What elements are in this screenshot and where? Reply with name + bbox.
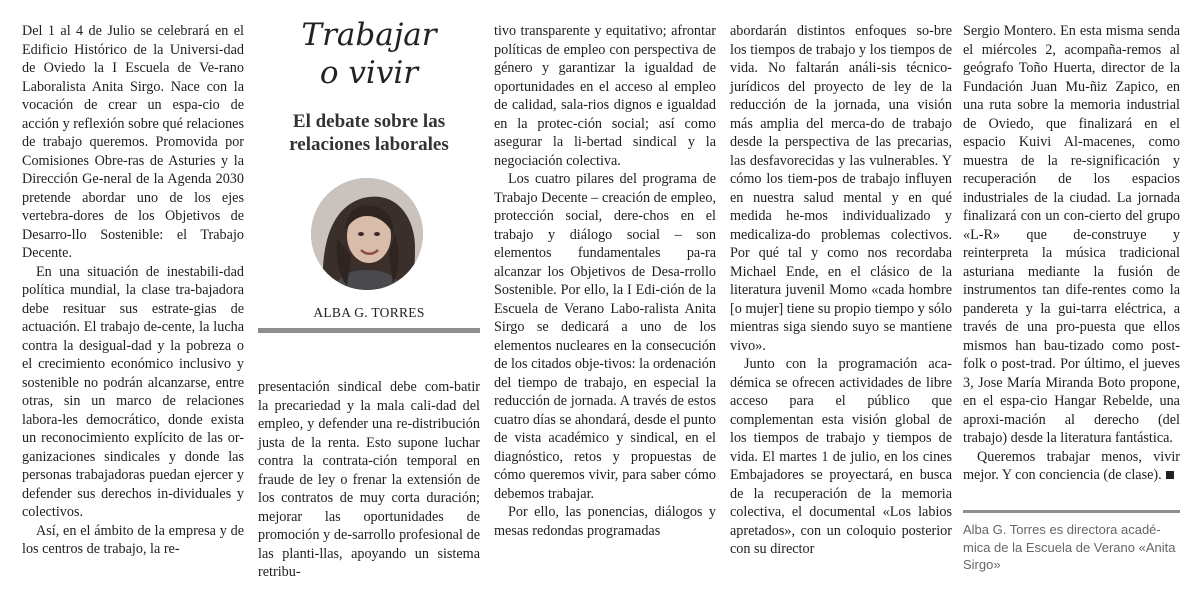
text-line: empleo, protección social, dere- <box>494 189 716 224</box>
text-line: juvenil Momo «cada hombre [o <box>730 282 952 317</box>
text-line: Sergio Montero. En esta misma <box>963 23 1144 39</box>
text-line: de ley de la reducción de la jornada, <box>730 78 953 113</box>
paragraph <box>22 263 244 522</box>
subheadline <box>258 110 480 156</box>
column-5 <box>963 22 1180 485</box>
headline-line-2: o vivir <box>319 55 419 91</box>
text-line: de vista académico y sindical, en el <box>494 430 716 446</box>
text-line: y mesas redondas programadas <box>494 504 716 539</box>
text-line: ñiz Zapico, en una ruta sobre la <box>963 78 1180 113</box>
end-mark-icon <box>1166 471 1174 479</box>
text-line: tizado como post-folk o post-trad. <box>963 337 1180 372</box>
text-line: ra alcanzar los Objetivos de Desa- <box>494 245 716 280</box>
text-line: libre acceso para el público que <box>730 374 953 409</box>
paragraph <box>494 503 716 540</box>
text-line: tarra eléctrica, a través de una pro- <box>963 300 1180 335</box>
text-line: las personas trabajadoras puedan <box>22 448 244 483</box>
paragraph <box>963 448 1180 485</box>
text-line: cio Hangar Rebelde, una aproxi- <box>963 393 1180 428</box>
text-line: trabajo, en especial la reducción de <box>494 374 716 409</box>
text-line: acceso al empleo de calidad, sala- <box>494 78 716 113</box>
text-line: desde la literatura fantástica. <box>1010 430 1173 446</box>
column-4 <box>730 22 952 559</box>
text-line: macenes, como muestra de la re- <box>963 134 1180 169</box>
text-line: tradicional asturiana mediante la <box>963 245 1180 280</box>
text-line: construye y reinterpreta la música <box>963 226 1180 261</box>
text-line: no podrán alcanzarse, entre otras, <box>22 374 244 409</box>
text-line: démica se ofrecen actividades de <box>730 374 922 391</box>
text-line: ganizaciones sindicales y donde <box>22 448 220 465</box>
text-line: ción temporal en fraude de ley o <box>258 453 480 488</box>
byline-divider <box>258 328 480 333</box>
text-line: chos en el trabajo y diálogo social – <box>494 208 717 243</box>
text-line: pos de trabajo influyen en nuestra <box>730 171 952 206</box>
text-line: coloquio posterior con su director <box>730 522 952 557</box>
text-line: ción de la Escuela de Verano Labo- <box>494 282 716 317</box>
text-line: puesta que ellos mismos han bau- <box>963 319 1180 354</box>
text-line: jornada. A través de estos cuatro <box>494 393 717 428</box>
text-line: de las precarias, las desfavorecidas <box>730 134 953 169</box>
text-line: abordar uno de los ejes vertebra- <box>22 189 244 224</box>
text-line: días se ahondará, desde el punto <box>533 411 716 428</box>
text-line: uno de los elementos nucleares en <box>494 319 716 354</box>
text-line: frenar la extensión de los contratos <box>258 471 480 506</box>
text-line: «Los labios apretados», con un <box>730 504 952 539</box>
text-line: cierto del grupo «L-R» que de- <box>963 208 1180 243</box>
text-line: dad del empleo, y defender una re- <box>258 397 480 432</box>
text-line: les democrático, donde exista un <box>22 411 244 446</box>
text-line: rentes como la pandereta y la gui- <box>963 282 1180 317</box>
text-line: Junto con la programación aca- <box>744 356 952 372</box>
text-line: de muy corta duración; mejorar las <box>258 490 480 525</box>
text-line: Los cuatro pilares del programa <box>508 171 697 187</box>
text-line: Por ello, las ponencias, diálogos <box>508 504 703 520</box>
text-line: afrontar políticas de empleo con <box>494 23 716 58</box>
text-line: mación al derecho (del trabajo) <box>963 411 1180 446</box>
text-line: tal y como nos recordaba Michael <box>730 245 953 280</box>
text-line: director de la Fundación Juan Mu- <box>963 60 1181 95</box>
author-photo <box>311 178 423 290</box>
text-line: Miranda Boto propone, en el espa- <box>963 374 1180 409</box>
text-line: fusión de instrumentos tan dife- <box>963 263 1180 298</box>
subheadline-line-1: El debate sobre las <box>292 111 446 132</box>
text-line: La jornada finalizará con un con- <box>963 189 1181 224</box>
text-line: dad política mundial, la clase tra- <box>22 263 244 298</box>
text-line: bajadora debe resituar sus estrate- <box>22 282 244 317</box>
text-line: batir la precariedad y la mala cali- <box>258 379 480 414</box>
text-line: memoria colectiva, el documental <box>730 485 953 520</box>
text-line: mejor. Y con conciencia (de clase). <box>963 467 1162 483</box>
text-line: presentación sindical debe com- <box>258 379 454 395</box>
author-byline: ALBA G. TORRES <box>313 305 425 320</box>
paragraph <box>22 522 244 559</box>
text-line: de vida. El martes 1 de julio, en los <box>730 430 953 465</box>
text-line: Del 1 al 4 de Julio se celebrará en el <box>22 23 244 39</box>
text-line: mujer] tiene su propio tiempo y <box>745 300 925 317</box>
text-line: supone luchar contra la contrata- <box>258 434 480 469</box>
bio-text <box>963 521 1180 574</box>
paragraph <box>22 22 244 263</box>
text-line: Así, en el ámbito de la empresa <box>36 522 216 539</box>
text-line: En una situación de inestabili- <box>36 263 224 280</box>
text-line: neral de la Agenda 2030 pretende <box>22 171 244 206</box>
text-line: gias de actuación. El trabajo de- <box>22 300 244 335</box>
text-line: colectiva. <box>566 152 621 169</box>
text-line: de los tiempos de trabajo y tiempos <box>730 411 952 446</box>
column-2 <box>258 378 480 582</box>
bio-line: mica de la Escuela de Verano «Anita <box>963 539 1176 555</box>
text-line: con la vocación de crear un espa- <box>22 78 244 113</box>
headline-line-1: Trabajar <box>301 17 437 53</box>
text-line: rrollo Sostenible. Por ello, la I Edi- <box>494 263 716 298</box>
text-line: cómo queremos vivir, para saber <box>494 467 681 483</box>
text-line: reconocimiento explícito de las or- <box>41 430 245 446</box>
text-line: cio de acción y reflexión sobre qué <box>22 97 245 132</box>
paragraph <box>258 378 480 582</box>
text-line: ejercer y defender sus derechos in- <box>22 467 244 502</box>
headline <box>258 16 480 92</box>
text-line: son elementos fundamentales pa- <box>494 226 716 261</box>
paragraph <box>494 170 716 503</box>
text-line: relaciones de trabajo queremos. <box>22 115 244 150</box>
text-line: rano Laboralista Anita Sirgo. Nace <box>22 60 244 95</box>
text-line: Promovida por Comisiones Obre- <box>22 134 245 169</box>
text-line: Edificio Histórico de la Universi- <box>22 41 224 58</box>
text-line: tivo transparente y equitativo; <box>494 23 667 39</box>
text-line: bertad sindical y la negociación <box>494 134 716 169</box>
text-line: complementan esta visión global <box>730 411 931 428</box>
text-line: una visión más amplia del merca- <box>730 97 952 132</box>
bio-divider <box>963 510 1180 513</box>
author-bio <box>963 521 1180 574</box>
text-line: y las vulnerables. Y cómo los tiem- <box>730 152 953 187</box>
text-line: la consecución de los citados obje- <box>494 337 717 372</box>
text-line: tiempos de vida. No faltarán análi- <box>730 41 952 76</box>
text-line: dores de los Objetivos de Desarro- <box>22 208 244 243</box>
text-line: diagnóstico, retos y propuestas de <box>494 448 716 465</box>
text-line: oportunidades de promoción y de- <box>258 508 480 543</box>
text-line: llas, apoyando un sistema retribu- <box>258 545 480 580</box>
paragraph <box>730 355 952 559</box>
text-line: dad y la pobreza o el crecimiento <box>22 337 244 372</box>
text-line: mos individualizado y medicaliza- <box>730 208 952 243</box>
text-line: Queremos trabajar menos, vivir <box>977 448 1180 465</box>
text-line: ción social; así como asegurar la li- <box>494 115 716 150</box>
text-line: salud mental y en qué medida he- <box>730 189 952 224</box>
text-line: dad de Oviedo la I Escuela de Ve- <box>22 41 244 76</box>
text-line: rios dignos e igualdad en la protec- <box>494 97 716 132</box>
text-line: Ende, en el clásico de la literatura <box>730 263 952 298</box>
text-line: sarrollo profesional de las planti- <box>258 527 480 562</box>
text-line: económico inclusivo y sostenible <box>22 356 244 391</box>
text-line: sólo mientras siga siendo suyo se <box>730 300 953 335</box>
text-line: cómo debemos trabajar. <box>494 467 717 502</box>
text-line: llo Sostenible: el Trabajo Decente. <box>22 226 244 261</box>
subheadline-line-2: relaciones laborales <box>289 134 449 155</box>
text-line: la igualdad de oportunidades en el <box>494 60 716 95</box>
text-line: Por último, el jueves 3, Jose María <box>963 356 1180 391</box>
column-3 <box>494 22 716 540</box>
text-line: ras de Asturies y la Dirección Ge- <box>22 152 244 187</box>
text-line: perspectiva de género y garantizar <box>494 41 716 76</box>
text-line: significación y recuperación de los <box>963 152 1181 187</box>
text-line: cente, la lucha contra la desigual- <box>22 319 245 354</box>
text-line: espacios industriales de la ciudad. <box>963 171 1180 206</box>
column-1 <box>22 22 244 559</box>
text-line: dividuales y colectivos. <box>22 485 244 520</box>
text-line: memoria industrial de Oviedo, que <box>963 97 1180 132</box>
text-line: ralista Anita Sirgo se dedicará a <box>494 300 716 335</box>
text-line: bre los tiempos de trabajo y los <box>730 23 952 58</box>
paragraph <box>494 22 716 170</box>
bio-line: Sirgo» <box>963 557 1001 572</box>
bio-line: Alba G. Torres es directora acadé- <box>963 522 1161 537</box>
text-line: distribución justa de la renta. Esto <box>258 416 480 451</box>
text-line: do de trabajo desde la perspectiva <box>730 115 953 150</box>
text-line: y de los centros de trabajo, la re- <box>22 522 244 557</box>
text-line: cines Embajadores se proyectará, <box>730 448 953 483</box>
text-line: senda el miércoles 2, acompaña- <box>963 23 1180 58</box>
text-line: tivos: la ordenación del tiempo de <box>494 356 716 391</box>
text-line: de Trabajo Decente – creación de <box>494 171 716 206</box>
text-line: mantiene vivo». <box>730 319 952 354</box>
text-line: abordarán distintos enfoques so- <box>730 23 934 39</box>
text-line: do problemas colectivos. Por qué <box>730 226 952 261</box>
text-line: sis técnico-jurídicos del proyecto <box>730 60 953 95</box>
text-line: remos al geógrafo Toño Huerta, <box>963 41 1180 76</box>
paragraph <box>963 22 1180 448</box>
text-line: en busca de la recuperación de la <box>730 467 952 502</box>
text-line: sin un marco de relaciones labora- <box>22 393 245 428</box>
author-portrait-image <box>311 178 423 290</box>
paragraph <box>730 22 952 355</box>
text-line: finalizará en el espacio Kuivi Al- <box>963 115 1180 150</box>
